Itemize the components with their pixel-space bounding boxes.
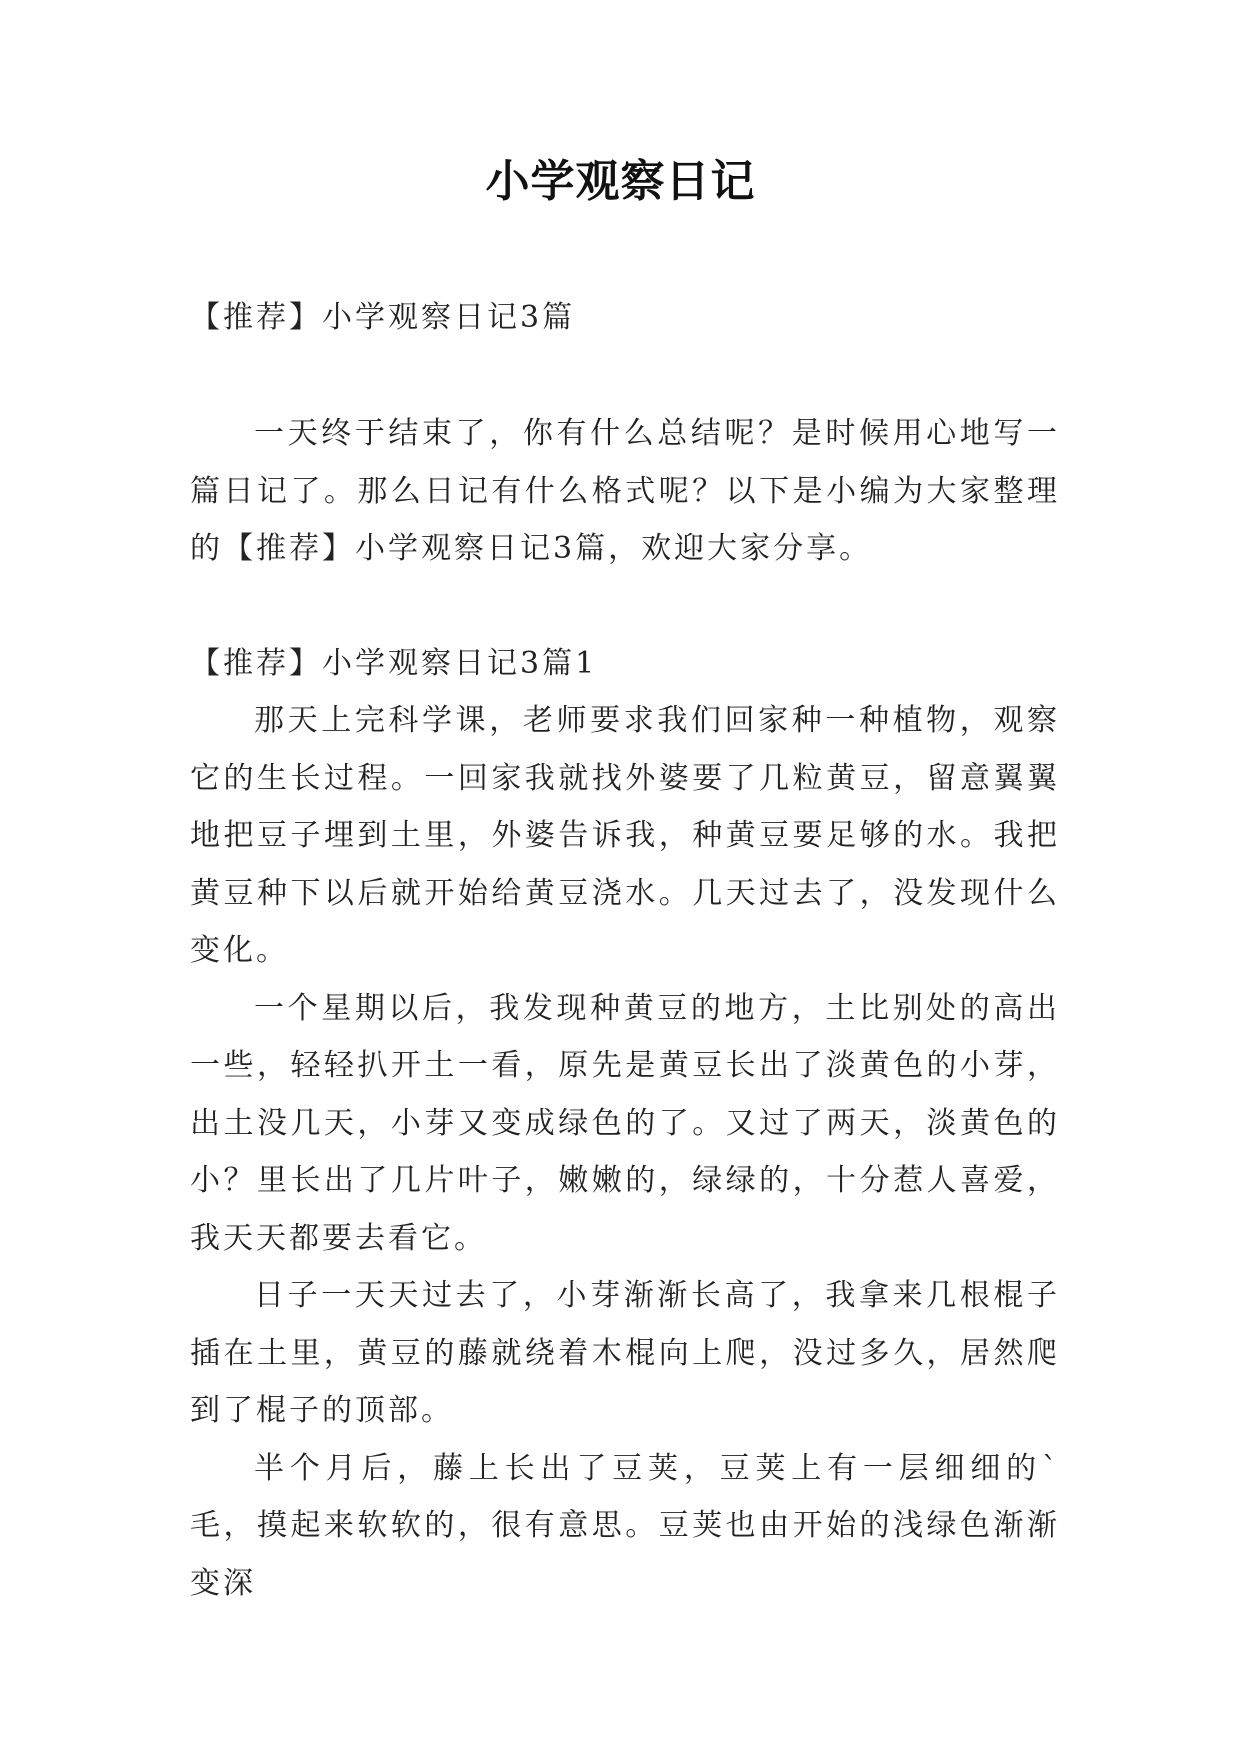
intro-paragraph: 一天终于结束了，你有什么总结呢？是时候用心地写一篇日记了。那么日记有什么格式呢？以下是小编为大家整理的【推荐】小学观察日记3篇，欢迎大家分享。 bbox=[190, 416, 1060, 566]
body-paragraph: 一个星期以后，我发现种黄豆的地方，土比别处的高出一些，轻轻扒开土一看，原先是黄豆长出了淡黄色的小芽，出土没几天，小芽又变成绿色的了。又过了两天，淡黄色的小？里长出了几片叶子，嫩嫩的，绿绿的，十分惹人喜爱，我天天都要去看它。 bbox=[190, 990, 1060, 1256]
body-paragraph: 日子一天天过去了，小芽渐渐长高了，我拿来几根棍子插在土里，黄豆的藤就绕着木棍向上爬，没过多久，居然爬到了棍子的顶部。 bbox=[190, 1278, 1060, 1428]
body-text bbox=[190, 692, 1060, 1612]
body-paragraph: 那天上完科学课，老师要求我们回家种一种植物，观察它的生长过程。一回家我就找外婆要了几粒黄豆，留意翼翼地把豆子埋到土里，外婆告诉我，种黄豆要足够的水。我把黄豆种下以后就开始给黄豆浇水。几天过去了，没发现什么变化。 bbox=[190, 703, 1060, 968]
document-title: 小学观察日记 bbox=[485, 156, 756, 207]
section-heading: 【推荐】小学观察日记3篇1 bbox=[190, 646, 598, 681]
document-subtitle: 【推荐】小学观察日记3篇 bbox=[190, 300, 576, 335]
body-paragraph: 半个月后，藤上长出了豆荚，豆荚上有一层细细的`毛，摸起来软软的，很有意思。豆荚也由开始的浅绿色渐渐变深 bbox=[190, 1450, 1060, 1601]
